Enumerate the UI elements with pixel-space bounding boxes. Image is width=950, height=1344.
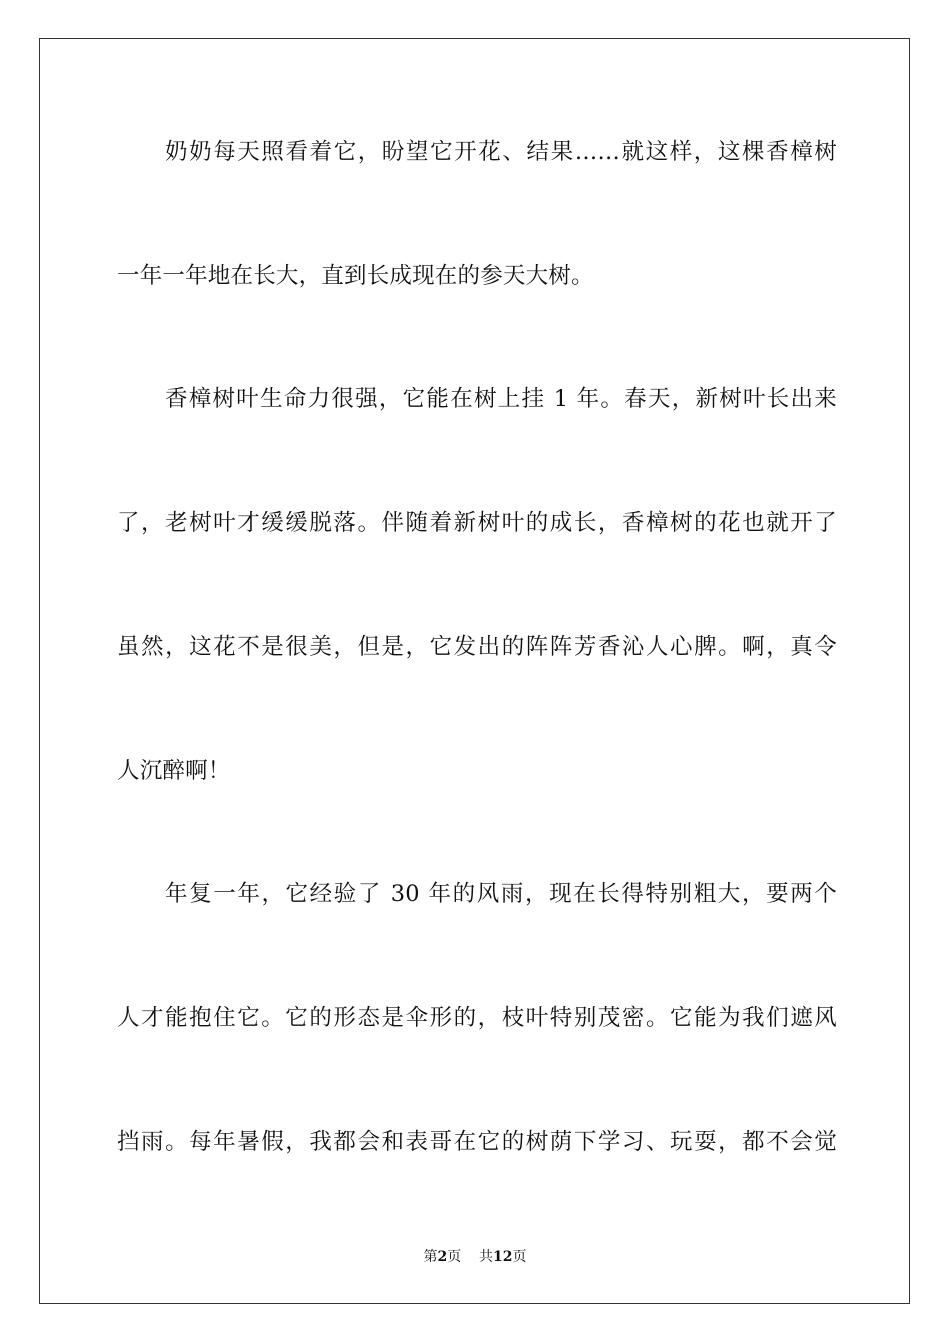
text-line: 香樟树叶生命力很强，它能在树上挂 1 年。春天，新树叶长出来 (165, 386, 837, 412)
footer-suffix: 页 (512, 1249, 527, 1265)
text-line: 虽然，这花不是很美，但是，它发出的阵阵芳香沁人心脾。啊，真令 (117, 634, 837, 660)
text-line: 年复一年，它经验了 30 年的风雨，现在长得特别粗大，要两个 (165, 881, 837, 907)
text-line: 了，老树叶才缓缓脱落。伴随着新树叶的成长，香樟树的花也就开了 (117, 510, 837, 536)
footer-mid: 页 共 (447, 1249, 494, 1265)
text-line: 人才能抱住它。它的形态是伞形的，枝叶特别茂密。它能为我们遮风 (117, 1005, 837, 1031)
text-line: 挡雨。每年暑假，我都会和表哥在它的树荫下学习、玩耍，都不会觉 (117, 1129, 837, 1155)
total-pages-number: 12 (493, 1249, 513, 1265)
page-footer (0, 1248, 950, 1266)
text-line: 奶奶每天照看着它，盼望它开花、结果……就这样，这棵香樟树 (165, 139, 837, 165)
current-page-number: 2 (437, 1249, 448, 1265)
footer-prefix: 第 (423, 1249, 438, 1265)
text-line: 一年一年地在长大，直到长成现在的参天大树。 (117, 263, 594, 289)
text-line: 人沉醉啊！ (117, 758, 231, 784)
page-border (39, 38, 910, 1304)
